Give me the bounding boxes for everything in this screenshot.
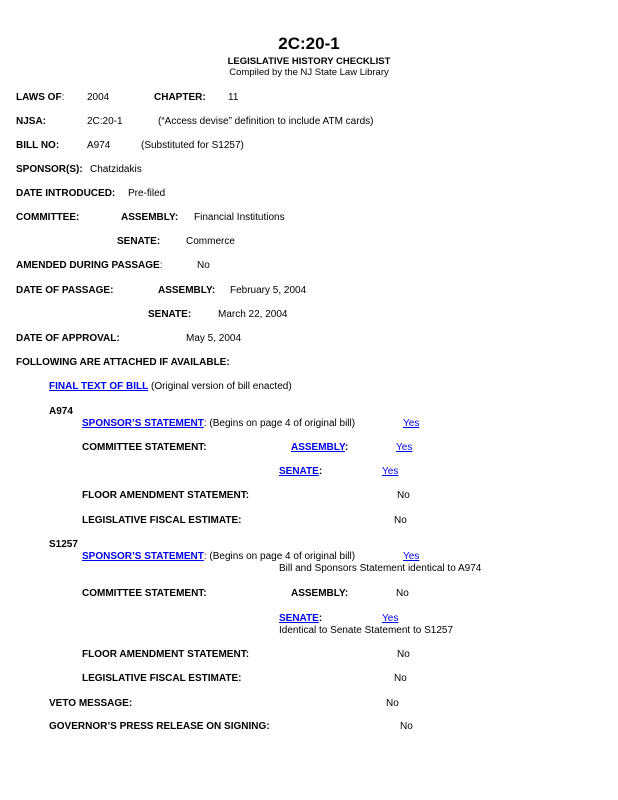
s1257-sponsor-sub: Bill and Sponsors Statement identical to A974 xyxy=(279,563,482,574)
amended-colon: : xyxy=(159,260,163,271)
passage-assembly-value: February 5, 2004 xyxy=(230,285,307,296)
a974-assembly-line xyxy=(291,442,348,454)
a974-sponsor-yes-link[interactable]: Yes xyxy=(403,418,420,429)
s1257-bill-label: S1257 xyxy=(49,539,78,550)
a974-floor-label: FLOOR AMENDMENT STATEMENT: xyxy=(82,490,250,501)
committee-assembly-value: Financial Institutions xyxy=(194,212,285,223)
s1257-sponsor-line xyxy=(82,551,355,563)
page-title: LEGISLATIVE HISTORY CHECKLIST xyxy=(227,56,391,67)
a974-sponsor-note: : (Begins on page 4 of original bill) xyxy=(203,418,356,429)
s1257-fiscal-value: No xyxy=(394,673,407,684)
sponsors-value: Chatzidakis xyxy=(90,164,142,175)
s1257-assembly-label: ASSEMBLY: xyxy=(291,588,349,599)
page-code: 2C:20-1 xyxy=(278,34,340,53)
passage-senate-value: March 22, 2004 xyxy=(218,309,288,320)
press-release-label: GOVERNOR’S PRESS RELEASE ON SIGNING: xyxy=(49,721,270,732)
a974-senate-line xyxy=(279,466,322,478)
chapter-value: 11 xyxy=(228,92,239,103)
amended-line xyxy=(16,260,163,272)
s1257-floor-value: No xyxy=(397,649,410,660)
s1257-sponsor-yes-link[interactable]: Yes xyxy=(403,551,420,562)
njsa-value: 2C:20-1 xyxy=(87,116,123,127)
njsa-label: NJSA: xyxy=(16,116,47,127)
laws-of-value: 2004 xyxy=(87,92,110,103)
bill-no-value: A974 xyxy=(87,140,111,151)
a974-fiscal-label: LEGISLATIVE FISCAL ESTIMATE: xyxy=(82,515,242,526)
s1257-senate-yes-link[interactable]: Yes xyxy=(382,613,399,624)
a974-bill-label: A974 xyxy=(49,406,73,417)
s1257-fiscal-label: LEGISLATIVE FISCAL ESTIMATE: xyxy=(82,673,242,684)
a974-senate-link[interactable]: SENATE xyxy=(279,466,319,477)
committee-label: COMMITTEE: xyxy=(16,212,80,223)
a974-assembly-yes-link[interactable]: Yes xyxy=(396,442,413,453)
committee-senate-value: Commerce xyxy=(186,236,235,247)
committee-assembly-label: ASSEMBLY: xyxy=(121,212,179,223)
date-introduced-value: Pre-filed xyxy=(128,188,166,199)
s1257-floor-label: FLOOR AMENDMENT STATEMENT: xyxy=(82,649,250,660)
compiled-by: Compiled by the NJ State Law Library xyxy=(229,67,389,78)
a974-assembly-colon: : xyxy=(344,442,349,453)
njsa-description: (“Access devise” definition to include ATM cards) xyxy=(158,116,374,127)
s1257-senate-colon: : xyxy=(318,613,323,624)
chapter-label: CHAPTER: xyxy=(154,92,206,103)
a974-sponsor-line xyxy=(82,418,355,430)
final-text-link[interactable]: FINAL TEXT OF BILL xyxy=(49,381,149,392)
a974-senate-colon: : xyxy=(318,466,323,477)
a974-assembly-link[interactable]: ASSEMBLY xyxy=(291,442,345,453)
veto-value: No xyxy=(386,698,399,709)
approval-value: May 5, 2004 xyxy=(186,333,242,344)
passage-senate-label: SENATE: xyxy=(148,309,192,320)
s1257-senate-link[interactable]: SENATE xyxy=(279,613,319,624)
s1257-committee-label: COMMITTEE STATEMENT: xyxy=(82,588,207,599)
date-introduced-label: DATE INTRODUCED: xyxy=(16,188,116,199)
laws-of-colon: : xyxy=(61,92,65,103)
a974-senate-yes-link[interactable]: Yes xyxy=(382,466,399,477)
committee-senate-label: SENATE: xyxy=(117,236,161,247)
amended-label: AMENDED DURING PASSAGE xyxy=(16,260,160,271)
passage-label: DATE OF PASSAGE: xyxy=(16,285,114,296)
bill-no-label: BILL NO: xyxy=(16,140,60,151)
veto-label: VETO MESSAGE: xyxy=(49,698,133,709)
a974-floor-value: No xyxy=(397,490,410,501)
a974-fiscal-value: No xyxy=(394,515,407,526)
s1257-sponsor-note: : (Begins on page 4 of original bill) xyxy=(203,551,356,562)
approval-label: DATE OF APPROVAL: xyxy=(16,333,120,344)
press-release-value: No xyxy=(400,721,413,732)
a974-committee-label: COMMITTEE STATEMENT: xyxy=(82,442,207,453)
sponsors-label: SPONSOR(S): xyxy=(16,164,83,175)
attached-heading: FOLLOWING ARE ATTACHED IF AVAILABLE: xyxy=(16,357,230,368)
s1257-senate-line xyxy=(279,613,322,625)
bill-no-note: (Substituted for S1257) xyxy=(141,140,244,151)
s1257-assembly-value: No xyxy=(396,588,409,599)
final-text-line xyxy=(49,381,292,393)
s1257-sponsor-statement-link[interactable]: SPONSOR’S STATEMENT xyxy=(82,551,204,562)
passage-assembly-label: ASSEMBLY: xyxy=(158,285,216,296)
amended-value: No xyxy=(197,260,210,271)
laws-of-line xyxy=(16,92,64,104)
s1257-senate-sub: Identical to Senate Statement to S1257 xyxy=(279,625,454,636)
a974-sponsor-statement-link[interactable]: SPONSOR’S STATEMENT xyxy=(82,418,204,429)
final-text-note: (Original version of bill enacted) xyxy=(151,381,292,392)
laws-of-label: LAWS OF xyxy=(16,92,62,103)
